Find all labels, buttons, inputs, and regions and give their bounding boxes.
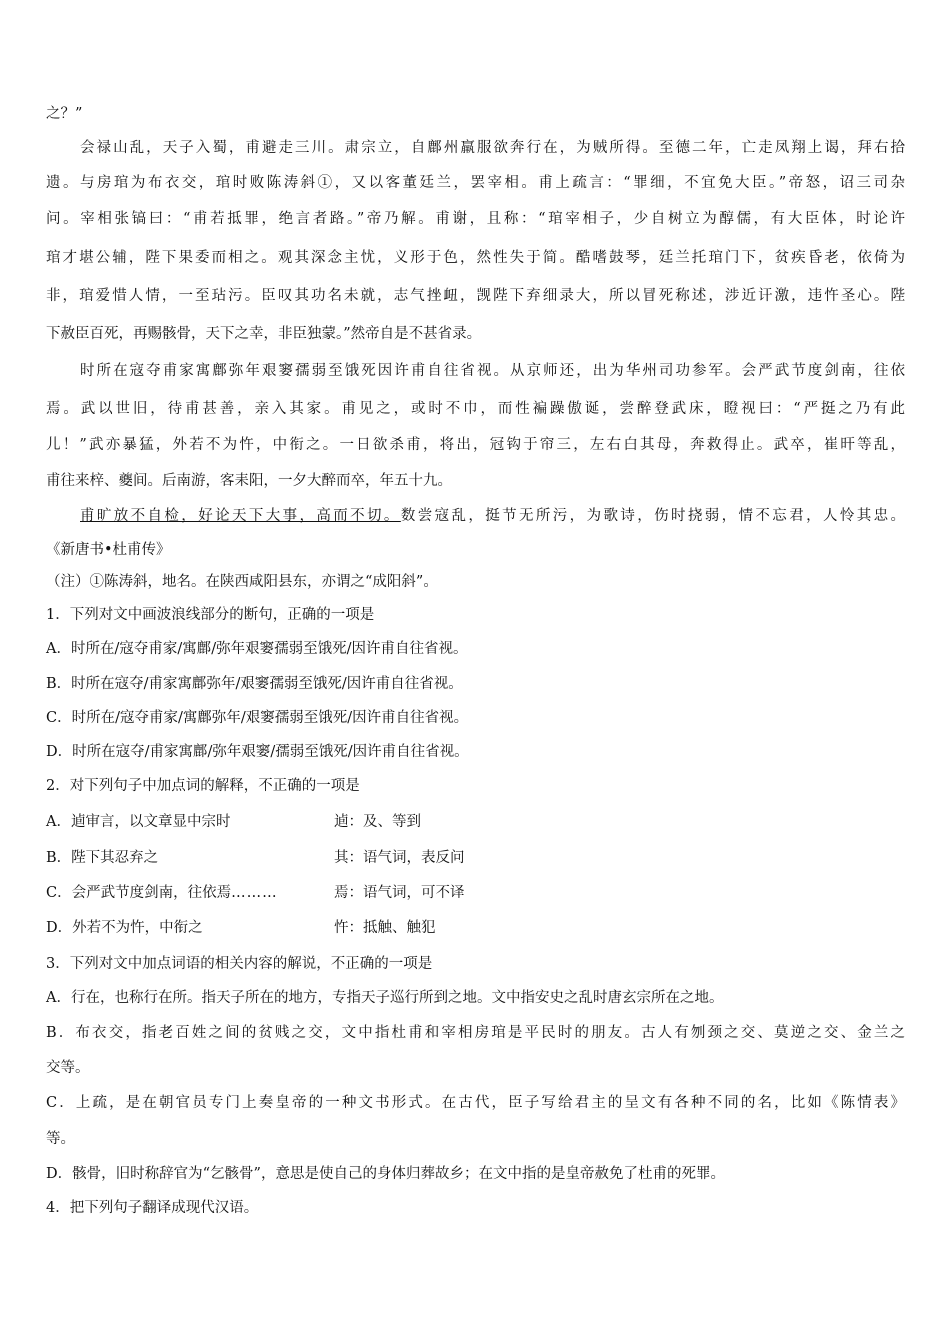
- question-stem: 4．把下列句子翻译成现代汉语。: [46, 1200, 259, 1216]
- option-a: A．逌审言，以文章显中宗时: [46, 814, 231, 830]
- option-c: C．会严武节度剑南，往依焉………: [46, 885, 278, 901]
- option-a: A．行在，也称行在所。指天子所在的地方，专指天子巡行所到之地。文中指安史之乱时唐玄宗所在之地。: [46, 990, 724, 1006]
- option-b-explanation: 其：语气词，表反问: [334, 850, 465, 866]
- option-d: D．时所在寇夺/甫家寓鄜/弥年艰窭/孺弱至饿死/因许甫自往省视。: [46, 744, 469, 760]
- option-b-cont: 交等。: [46, 1060, 90, 1076]
- passage-line: 焉。武以世旧，待甫甚善，亲入其家。甫见之，或时不巾，而性褊躁傲诞，尝醉登武床，瞪视曰：“严挺之乃有此: [46, 401, 905, 417]
- passage-line: 会禄山乱，天子入蜀，甫避走三川。肃宗立，自鄜州羸服欲奔行在，为贼所得。至德二年，亡走凤翔上谒，拜右拾: [80, 140, 905, 156]
- emphasis-dots: ………: [231, 885, 278, 901]
- passage-line: 之？”: [46, 106, 83, 122]
- passage-line: 时所在寇夺甫家寓鄜弥年艰窭孺弱至饿死因许甫自往省视。从京师还，出为华州司功参军。会严武节度剑南，往依: [80, 363, 905, 379]
- footnote: （注）①陈涛斜，地名。在陕西咸阳县东，亦谓之“成阳斜”。: [46, 574, 438, 590]
- option-b: B．布衣交，指老百姓之间的贫贱之交，文中指杜甫和宰相房琯是平民时的朋友。古人有刎颈之交、莫逆之交、金兰之: [46, 1025, 905, 1041]
- option-c-explanation: 焉：语气词，可不译: [334, 885, 465, 901]
- option-c: C．上疏，是在朝官员专门上奏皇帝的一种文书形式。在古代，臣子写给君主的呈文有各种不同的名，比如《陈情表》: [46, 1095, 905, 1111]
- passage-line: 问。宰相张镐曰：“甫若抵罪，绝言者路。”帝乃解。甫谢，且称：“琯宰相子，少自树立为醇儒，有大臣体，时论许: [46, 211, 905, 227]
- option-d-explanation: 忤：抵触、触犯: [334, 920, 436, 936]
- option-b: B．陛下其忍弃之: [46, 850, 159, 866]
- option-c: C．时所在/寇夺甫家/寓鄜弥年/艰窭孺弱至饿死/因许甫自往省视。: [46, 710, 469, 726]
- passage-line: 琯才堪公辅，陛下果委而相之。观其深念主忧，义形于色，然性失于简。酷嗜鼓琴，廷兰托琯门下，贫疾昏老，依倚为: [46, 250, 905, 266]
- passage-line: 甫往来梓、夔间。后南游，客耒阳，一夕大醉而卒，年五十九。: [46, 473, 452, 489]
- passage-line-underlined: 甫旷放不自检，好论天下大事，高而不切。数尝寇乱，挺节无所污，为歌诗，伤时挠弱，情不忘君，人怜其忠。: [80, 508, 906, 524]
- passage-line: 儿！”武亦暴猛，外若不为忤，中衔之。一日欲杀甫，将出，冠钩于帘三，左右白其母，奔救得止。武卒，崔旰等乱，: [46, 437, 905, 453]
- passage-line: 下赦臣百死，再赐骸骨，天下之幸，非臣独蒙。”然帝自是不甚省录。: [46, 326, 482, 342]
- option-d: D．外若不为忤，中衔之: [46, 920, 203, 936]
- option-c-cont: 等。: [46, 1131, 75, 1147]
- option-d: D．骸骨，旧时称辞官为“乞骸骨”，意思是使自己的身体归葬故乡；在文中指的是皇帝赦免了杜甫的死罪。: [46, 1166, 725, 1182]
- option-a: A．时所在/寇夺甫家/寓鄜/弥年艰窭孺弱至饿死/因许甫自往省视。: [46, 641, 468, 657]
- passage-line: 遗。与房琯为布衣交，琯时败陈涛斜①，又以客董廷兰，罢宰相。甫上疏言：“罪细，不宜免大臣。”帝怒，诏三司杂: [46, 175, 905, 191]
- option-b: B．时所在寇夺/甫家寓鄜弥年/艰窭孺弱至饿死/因许甫自往省视。: [46, 676, 463, 692]
- source-citation: 《新唐书•杜甫传》: [46, 542, 171, 558]
- question-stem: 2．对下列句子中加点词的解释，不正确的一项是: [46, 778, 360, 794]
- underlined-sentence: 甫旷放不自检，好论天下大事，高而不切。: [80, 508, 401, 524]
- passage-line: 非，琯爱惜人情，一至玷污。臣叹其功名未就，志气挫衄，觊陛下弃细录大，所以冒死称述，涉近讦激，违忤圣心。陛: [46, 288, 905, 304]
- question-stem: 3．下列对文中加点词语的相关内容的解说，不正确的一项是: [46, 956, 433, 972]
- question-stem: 1．下列对文中画波浪线部分的断句，正确的一项是: [46, 607, 375, 623]
- option-a-explanation: 逌：及、等到: [334, 814, 421, 830]
